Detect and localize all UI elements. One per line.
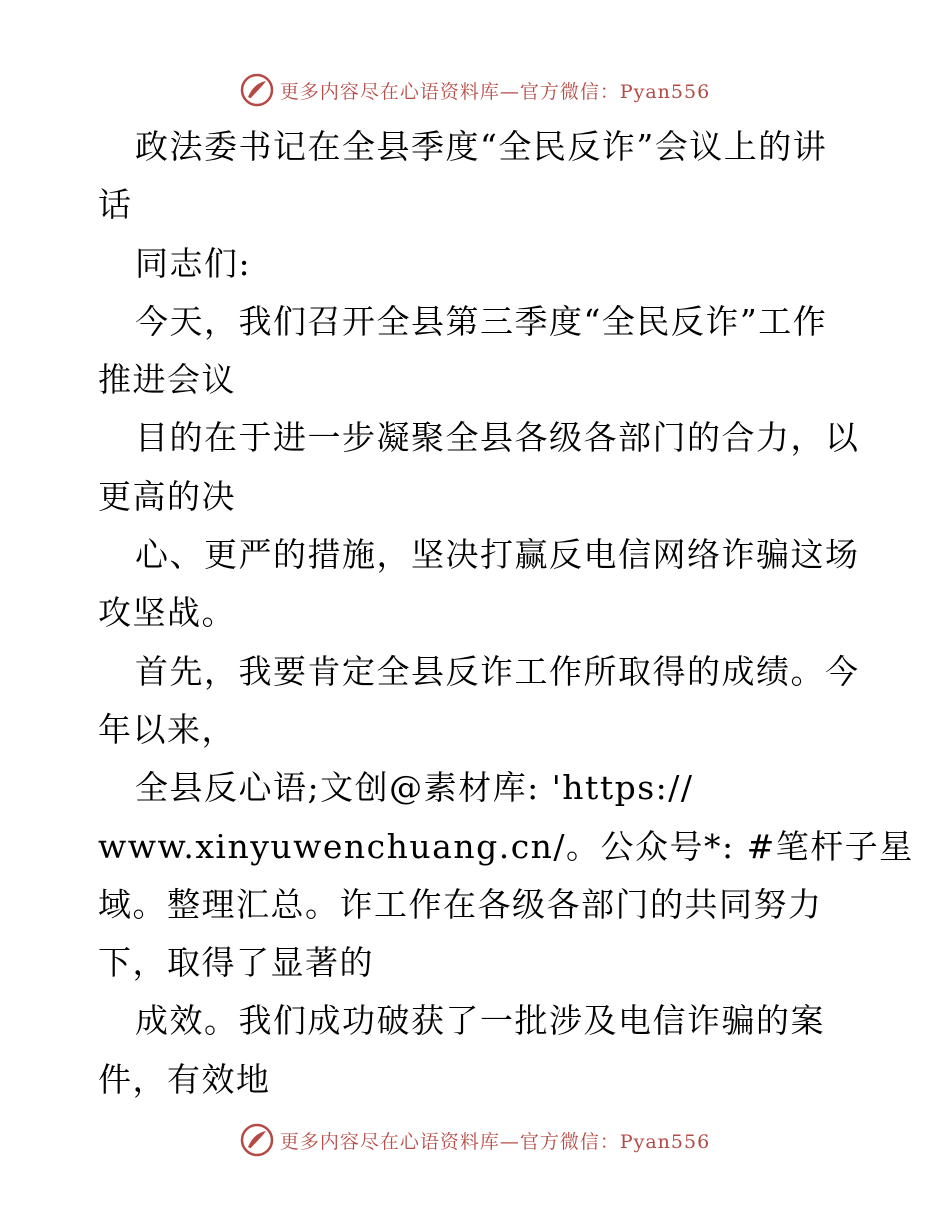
text-line: 首先，我要肯定全县反诈工作所取得的成绩。今 — [135, 651, 860, 691]
footer-banner — [0, 1120, 950, 1160]
text-line: 全县反心语;文创@素材库: 'https:// — [135, 768, 694, 808]
text-line: 更高的决 — [98, 476, 236, 516]
text-line: 同志们: — [135, 243, 252, 283]
text-line: 目的在于进一步凝聚全县各级各部门的合力，以 — [135, 418, 860, 458]
text-line: 攻坚战。 — [98, 593, 236, 633]
banner-text: 更多内容尽在心语资料库—官方微信：Pyan556 — [279, 1130, 711, 1153]
text-line: 推进会议 — [98, 360, 236, 400]
text-line: 件，有效地 — [98, 1059, 271, 1099]
banner-text: 更多内容尽在心语资料库—官方微信：Pyan556 — [279, 80, 711, 103]
text-line: 域。整理汇总。诈工作在各级各部门的共同努力 — [98, 884, 823, 924]
text-line: 下，取得了显著的 — [98, 943, 374, 983]
logo-icon — [240, 73, 274, 107]
text-line: www.xinyuwenchuang.cn/。公众号*: #笔杆子星 — [98, 826, 914, 866]
text-line: 政法委书记在全县季度“全民反诈”会议上的讲 — [135, 127, 828, 166]
document-body — [98, 118, 914, 1109]
text-line: 今天，我们召开全县第三季度“全民反诈”工作 — [135, 301, 828, 341]
header-banner — [0, 70, 950, 110]
text-line: 话 — [98, 185, 133, 225]
logo-icon — [240, 1123, 274, 1157]
text-line: 心、更严的措施，坚决打赢反电信网络诈骗这场 — [135, 535, 860, 575]
text-line: 成效。我们成功破获了一批涉及电信诈骗的案 — [135, 1001, 825, 1041]
text-line: 年以来， — [98, 709, 236, 749]
